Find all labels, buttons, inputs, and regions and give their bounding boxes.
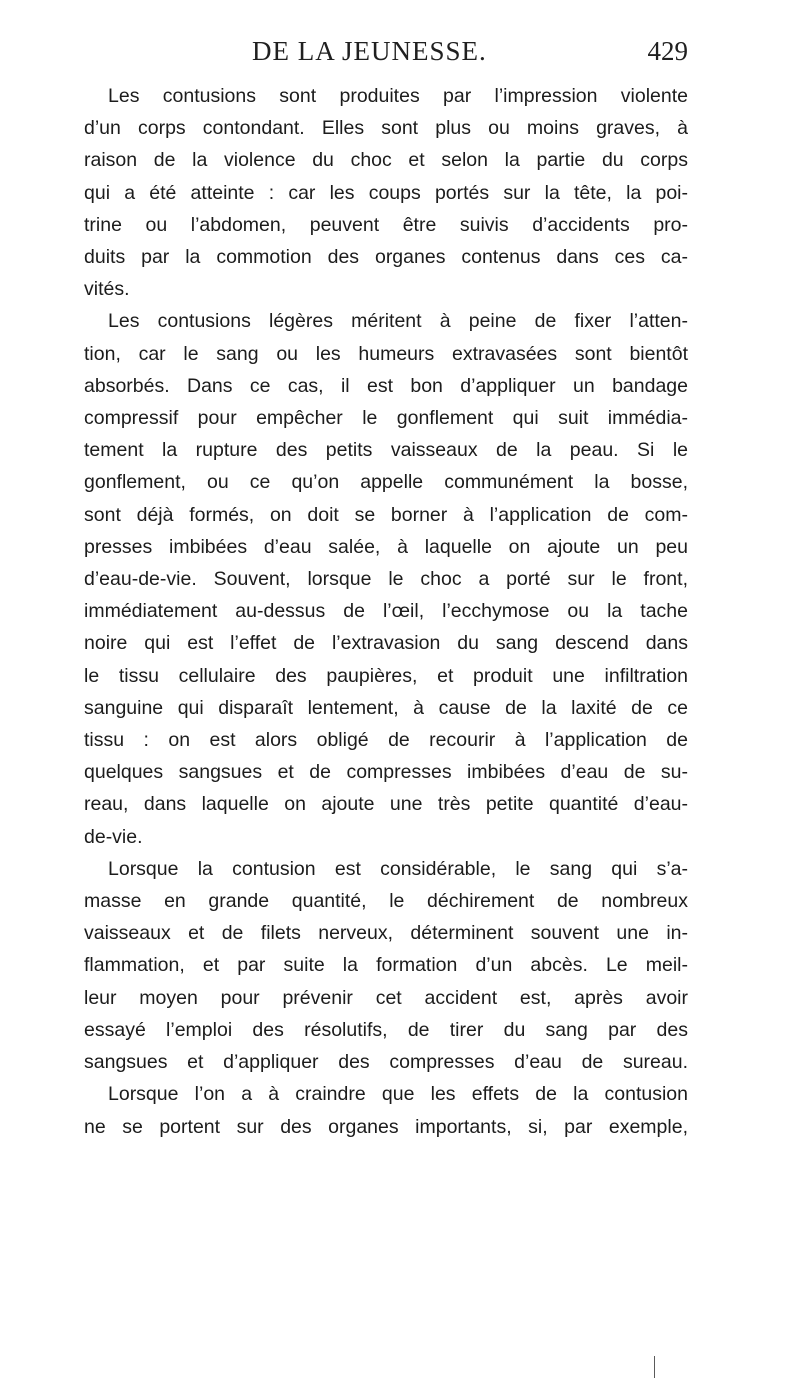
text-line: raison de la violence du choc et selon la partie du corps [84, 149, 688, 172]
running-title: DE LA JEUNESSE. [252, 36, 487, 66]
text-line: gonflement, ou ce qu’on appelle communément la bosse, [84, 471, 688, 494]
text-line: Les contusions légères méritent à peine de fixer l’atten- [108, 310, 688, 333]
text-line: leur moyen pour prévenir cet accident est, après avoir [84, 986, 688, 1009]
text-line: tissu : on est alors obligé de recourir à l’application de [84, 729, 688, 752]
text-line: d’eau-de-vie. Souvent, lorsque le choc a porté sur le front, [84, 568, 688, 591]
text-line: presses imbibées d’eau salée, à laquelle on ajoute un peu [84, 535, 688, 558]
page-number: 429 [647, 36, 688, 66]
text-line: tion, car le sang ou les humeurs extravasées sont bientôt [84, 342, 688, 365]
text-line: de-vie. [84, 825, 143, 848]
text-line: reau, dans laquelle on ajoute une très petite quantité d’eau- [84, 793, 688, 816]
text-line: vaisseaux et de filets nerveux, déterminent souvent une in- [84, 922, 688, 945]
text-line: noire qui est l’effet de l’extravasion du sang descend dans [84, 632, 688, 655]
book-page [84, 36, 688, 1143]
text-line: essayé l’emploi des résolutifs, de tirer du sang par des [84, 1018, 688, 1041]
text-line: duits par la commotion des organes contenus dans ces ca- [84, 246, 688, 269]
margin-mark [654, 1356, 655, 1378]
text-line: immédiatement au-dessus de l’œil, l’ecchymose ou la tache [84, 600, 688, 623]
text-line: trine ou l’abdomen, peuvent être suivis d’accidents pro- [84, 213, 688, 236]
text-line: ne se portent sur des organes importants, si, par exemple, [84, 1115, 688, 1138]
text-line: sont déjà formés, on doit se borner à l’application de com- [84, 503, 688, 526]
text-line: d’un corps contondant. Elles sont plus ou moins graves, à [84, 117, 688, 140]
text-line: absorbés. Dans ce cas, il est bon d’appliquer un bandage [84, 374, 688, 397]
text-line: flammation, et par suite la formation d’un abcès. Le meil- [84, 954, 688, 977]
running-head [84, 36, 688, 80]
text-line: Lorsque la contusion est considérable, le sang qui s’a- [108, 857, 688, 880]
body-text [84, 80, 688, 1143]
text-line: sanguine qui disparaît lentement, à cause de la laxité de ce [84, 696, 688, 719]
text-line: vités. [84, 278, 130, 301]
text-line: Les contusions sont produites par l’impression violente [108, 85, 688, 107]
text-line: masse en grande quantité, le déchirement de nombreux [84, 890, 688, 913]
text-line: Lorsque l’on a à craindre que les effets de la contusion [108, 1083, 688, 1106]
text-line: le tissu cellulaire des paupières, et produit une infiltration [84, 664, 688, 687]
text-line: compressif pour empêcher le gonflement qui suit immédia- [84, 407, 688, 430]
text-line: quelques sangsues et de compresses imbibées d’eau de su- [84, 761, 688, 784]
text-line: sangsues et d’appliquer des compresses d’eau de sureau. [84, 1051, 688, 1074]
text-line: qui a été atteinte : car les coups portés sur la tête, la poi- [84, 181, 688, 204]
text-line: tement la rupture des petits vaisseaux de la peau. Si le [84, 439, 688, 462]
